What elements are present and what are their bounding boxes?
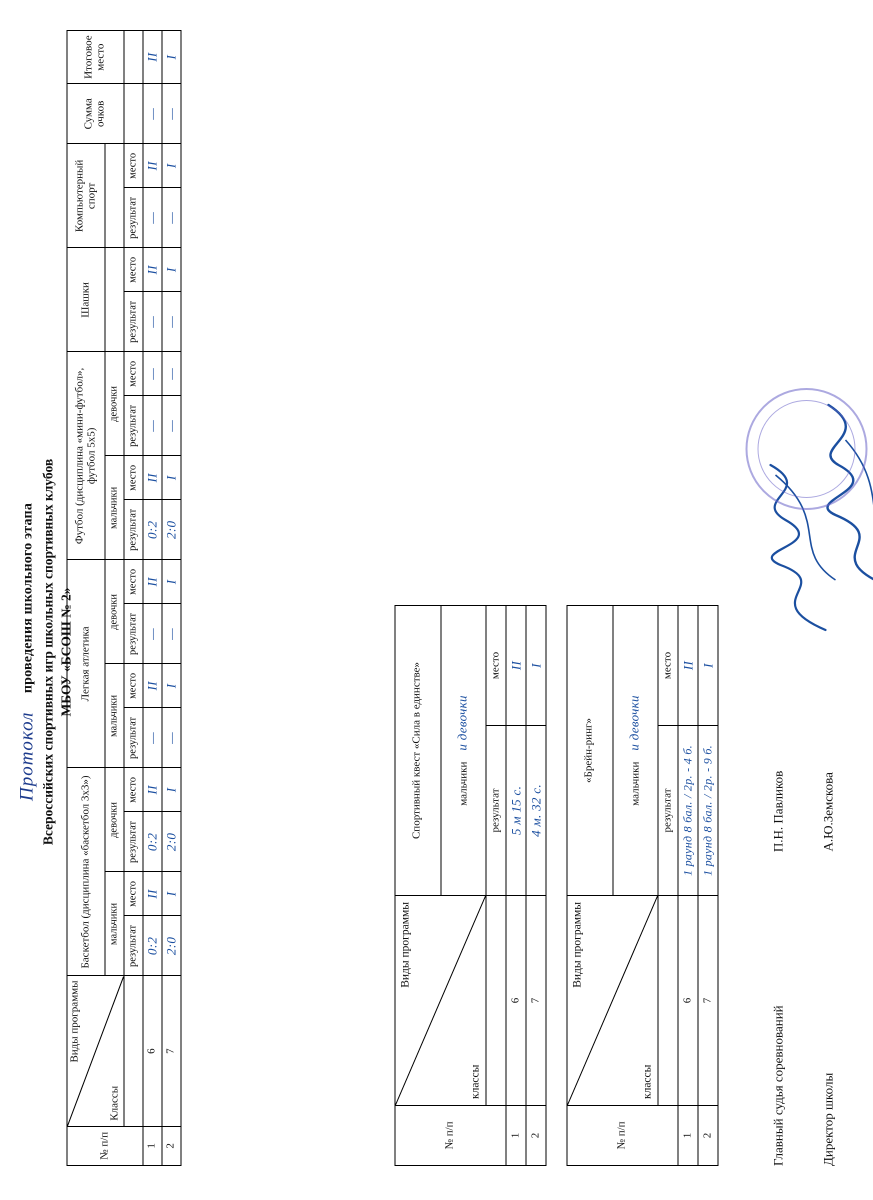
- row-2-athl-boys-result: —: [162, 708, 181, 768]
- main-results-table: [66, 30, 181, 1166]
- row-1-checkers-place: II: [143, 248, 162, 292]
- header-athletics-girls: девочки: [105, 560, 124, 664]
- brain-group-label: мальчики: [629, 761, 642, 806]
- quest-title: Спортивный квест «Сила в единстве»: [410, 661, 423, 840]
- header-group-football: Футбол (дисциплина «мини-футбол», футбол 5х5): [67, 352, 105, 560]
- brain-header-result: результат: [658, 726, 678, 896]
- quest-corner-bottom-label: классы: [468, 1064, 481, 1099]
- quest-table: [394, 605, 546, 1166]
- header-group-checkers: Шашки: [67, 248, 105, 352]
- brain-header-row-1: [567, 605, 613, 1165]
- row-1-sum: —: [143, 84, 162, 144]
- header-bask-boys-place: место: [124, 872, 143, 916]
- row-1-foot-girls-place: —: [143, 352, 162, 396]
- row-1-bask-girls-result: 0:2: [143, 812, 162, 872]
- quest-header-title: [395, 606, 441, 896]
- header-corner-bottom-label: Классы: [108, 1085, 121, 1121]
- table-row: [162, 31, 181, 1166]
- row-2-total: I: [162, 31, 181, 84]
- row-1-foot-girls-result: —: [143, 396, 162, 456]
- signature-line-chief-judge: [770, 771, 786, 1166]
- row-2-bask-boys-place: I: [162, 872, 181, 916]
- header-football-boys: мальчики: [105, 456, 124, 560]
- document-title: [16, 152, 74, 1152]
- brain-ring-table: [566, 605, 718, 1166]
- row-2-computer-result: —: [162, 188, 181, 248]
- header-no: № п/п: [67, 1126, 143, 1165]
- header-basketball-girls: девочки: [105, 768, 124, 872]
- header-group-athletics: Легкая атлетика: [67, 560, 105, 768]
- row-1-no: 1: [143, 1126, 162, 1165]
- protokol-handwritten-word: Протокол: [16, 711, 37, 802]
- header-athl-boys-result: результат: [124, 708, 143, 768]
- row-1-bask-boys-place: II: [143, 872, 162, 916]
- title-line-2: Всероссийских спортивных игр школьных спортивных клубов: [40, 458, 55, 846]
- row-1-athl-boys-place: II: [143, 664, 162, 708]
- header-computer-result: результат: [124, 188, 143, 248]
- table-row: [678, 605, 698, 1165]
- row-2-bask-girls-place: I: [162, 768, 181, 812]
- brain-header-klassy-blank: [658, 896, 678, 1106]
- header-total-place: Итоговое место: [67, 31, 124, 84]
- brain-row-1-place: II: [678, 605, 698, 725]
- row-2-klass: 7: [162, 976, 181, 1126]
- quest-row-1-no: 1: [506, 1106, 526, 1166]
- header-athl-girls-place: место: [124, 560, 143, 604]
- row-2-athl-girls-result: —: [162, 604, 181, 664]
- corner-diagonal-line: [67, 976, 123, 1125]
- row-1-klass: 6: [143, 976, 162, 1126]
- table-row: [698, 605, 718, 1165]
- header-athl-boys-place: место: [124, 664, 143, 708]
- title-line-1-rest: проведения школьного этапа: [20, 502, 35, 694]
- quest-header-result: результат: [486, 726, 506, 896]
- row-1-athl-boys-result: —: [143, 708, 162, 768]
- quest-corner-top-label: Виды программы: [399, 902, 411, 988]
- table-row: [143, 31, 162, 1166]
- row-2-bask-boys-result: 2:0: [162, 916, 181, 976]
- row-2-checkers-place: I: [162, 248, 181, 292]
- signature-role-director: Директор школы: [820, 1072, 835, 1166]
- header-foot-boys-place: место: [124, 456, 143, 500]
- signature-name-chief-judge: П.Н. Павликов: [770, 770, 785, 853]
- header-total-blank: [124, 31, 143, 84]
- brain-header-place: место: [658, 605, 678, 725]
- header-checkers-result: результат: [124, 292, 143, 352]
- brain-group-handwritten: и девочки: [626, 695, 642, 751]
- brain-header-no: № п/п: [567, 1106, 678, 1166]
- row-1-athl-girls-result: —: [143, 604, 162, 664]
- header-foot-girls-place: место: [124, 352, 143, 396]
- row-1-bask-boys-result: 0:2: [143, 916, 162, 976]
- table-row: [506, 606, 526, 1166]
- row-1-computer-result: —: [143, 188, 162, 248]
- quest-header-group: [440, 606, 486, 896]
- header-bask-boys-result: результат: [124, 916, 143, 976]
- quest-row-2-no: 2: [526, 1106, 546, 1166]
- header-sum-blank: [124, 84, 143, 144]
- row-2-computer-place: I: [162, 144, 181, 188]
- brain-header-corner-diagonal: [567, 896, 658, 1106]
- header-sum-points: Сумма очков: [67, 84, 124, 144]
- header-computer-place: место: [124, 144, 143, 188]
- header-col-label-klassy: [124, 976, 143, 1126]
- table-header-row-4: [124, 31, 143, 1166]
- brain-row-2-result: 1 раунд 8 бал. / 2р. - 9 б.: [698, 726, 718, 896]
- header-athl-girls-result: результат: [124, 604, 143, 664]
- header-checkers-blank: [105, 248, 124, 352]
- quest-row-1-place: II: [506, 606, 526, 726]
- header-foot-girls-result: результат: [124, 396, 143, 456]
- brain-header-group: [612, 605, 658, 895]
- quest-group-label: мальчики: [457, 761, 470, 806]
- quest-group-handwritten: и девочки: [454, 695, 470, 751]
- signature-name-director: А.Ю.Земскова: [820, 772, 835, 852]
- row-2-athl-boys-place: I: [162, 664, 181, 708]
- brain-row-1-no: 1: [678, 1106, 698, 1166]
- brain-row-2-klass: 7: [698, 896, 718, 1106]
- row-2-athl-girls-place: I: [162, 560, 181, 604]
- header-group-basketball: Баскетбол (дисциплина «баскетбол 3х3»): [67, 768, 105, 976]
- official-stamp: [745, 388, 867, 510]
- row-2-foot-boys-result: 2:0: [162, 500, 181, 560]
- header-corner-top-label: Виды программы: [68, 980, 80, 1063]
- quest-row-2-place: I: [526, 606, 546, 726]
- brain-header-row-3: [658, 605, 678, 1165]
- header-foot-boys-result: результат: [124, 500, 143, 560]
- header-football-girls: девочки: [105, 352, 124, 456]
- row-1-checkers-result: —: [143, 292, 162, 352]
- row-2-foot-boys-place: I: [162, 456, 181, 500]
- brain-row-1-result: 1 раунд 8 бал. / 2р. - 4 б.: [678, 726, 698, 896]
- row-2-foot-girls-result: —: [162, 396, 181, 456]
- quest-header-corner-diagonal: [395, 896, 486, 1106]
- quest-header-row-3: [486, 606, 506, 1166]
- quest-header-no: № п/п: [395, 1106, 506, 1166]
- row-2-foot-girls-place: —: [162, 352, 181, 396]
- table-row: [526, 606, 546, 1166]
- row-1-foot-boys-place: II: [143, 456, 162, 500]
- header-basketball-boys: мальчики: [105, 872, 124, 976]
- quest-row-1-klass: 6: [506, 896, 526, 1106]
- quest-header-row-1: [395, 606, 441, 1166]
- quest-header-klassy-blank: [486, 896, 506, 1106]
- quest-corner-diagonal-line: [395, 896, 485, 1105]
- header-computer-blank: [105, 144, 124, 248]
- title-line-1: [16, 152, 38, 1152]
- row-1-computer-place: II: [143, 144, 162, 188]
- brain-corner-diagonal-line: [567, 896, 657, 1105]
- header-bask-girls-result: результат: [124, 812, 143, 872]
- header-athletics-boys: мальчики: [105, 664, 124, 768]
- signature-role-chief-judge: Главный судья соревнований: [770, 1005, 785, 1166]
- title-line-3: МБОУ «БСОШ № 2»: [58, 587, 73, 717]
- brain-title: «Брейн-ринг»: [582, 718, 595, 783]
- brain-header-title: [567, 605, 613, 895]
- signature-line-director: [820, 772, 836, 1166]
- row-2-sum: —: [162, 84, 181, 144]
- row-1-athl-girls-place: II: [143, 560, 162, 604]
- header-group-computer-sport: Компьютерный спорт: [67, 144, 105, 248]
- brain-row-2-no: 2: [698, 1106, 718, 1166]
- row-1-foot-boys-result: 0:2: [143, 500, 162, 560]
- row-2-checkers-result: —: [162, 292, 181, 352]
- brain-row-2-place: I: [698, 605, 718, 725]
- brain-corner-bottom-label: классы: [640, 1064, 653, 1099]
- row-1-total: II: [143, 31, 162, 84]
- header-bask-girls-place: место: [124, 768, 143, 812]
- row-2-no: 2: [162, 1126, 181, 1165]
- quest-row-2-klass: 7: [526, 896, 546, 1106]
- quest-row-1-result: 5 м 15 с.: [506, 726, 526, 896]
- header-corner-diagonal: [67, 976, 124, 1126]
- header-checkers-place: место: [124, 248, 143, 292]
- row-2-bask-girls-result: 2:0: [162, 812, 181, 872]
- row-1-bask-girls-place: II: [143, 768, 162, 812]
- brain-row-1-klass: 6: [678, 896, 698, 1106]
- quest-row-2-result: 4 м. 32 с.: [526, 726, 546, 896]
- quest-header-place: место: [486, 606, 506, 726]
- brain-corner-top-label: Виды программы: [571, 902, 583, 988]
